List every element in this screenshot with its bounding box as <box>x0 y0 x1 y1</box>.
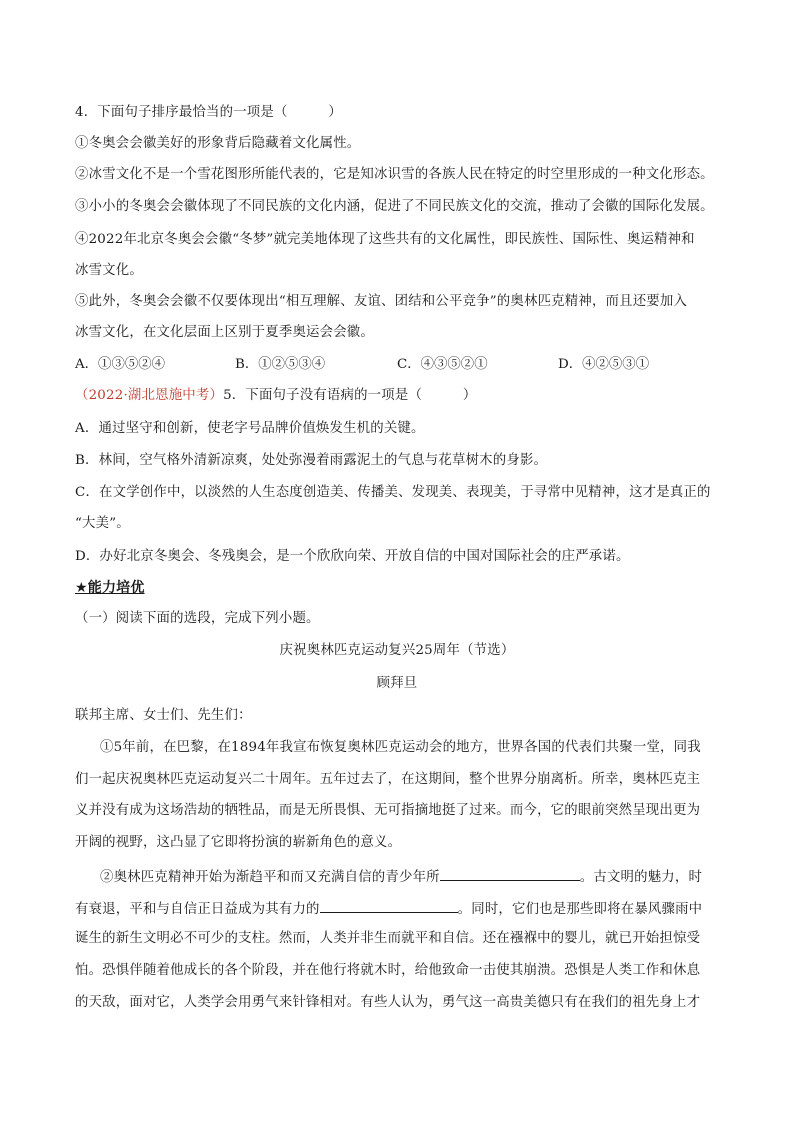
q5-option-d: D．办好北京冬奥会、冬残奥会，是一个欣欣向荣、开放自信的中国对国际社会的庄严承诺。 <box>75 549 630 564</box>
paragraph-1-line3: 义并没有成为这场浩劫的牺牲品，而是无所畏惧、无可指摘地挺了过来。而今，它的眼前突然呈现出更为 <box>75 803 701 818</box>
q4-stem: 4．下面句子排序最恰当的一项是（ ） <box>75 105 342 120</box>
q4-option-a: A．①③⑤②④ <box>75 357 166 372</box>
q4-sentence-5-line1: ⑤此外，冬奥会会徽不仅要体现出“相互理解、友谊、团结和公平竞争”的奥林匹克精神，而且还要加入 <box>75 294 688 309</box>
answer-blank-1[interactable] <box>440 866 580 881</box>
paragraph-2-line1-text-b: 。古文明的魅力，时 <box>579 870 703 885</box>
paragraph-2-line1 <box>100 866 702 888</box>
q5-stem: 5．下面句子没有语病的一项是（ ） <box>223 388 477 403</box>
q4-option-d: D．④②⑤③① <box>558 357 650 372</box>
section-heading: ★能力培优 <box>75 580 145 596</box>
paragraph-2-line2-text-b: 。同时，它们也是那些即将在暴风骤雨中 <box>457 902 703 917</box>
paragraph-1-line2: 们一起庆祝奥林匹克运动复兴二十周年。五年过去了，在这期间，整个世界分崩离析。所幸，奥林匹克主 <box>75 772 701 787</box>
q4-sentence-4-line1: ④2022年北京冬奥会会徽“冬梦”就完美地体现了这些共有的文化属性，即民族性、国际性、奥运精神和 <box>75 232 695 247</box>
q4-sentence-2: ②冰雪文化不是一个雪花图形所能代表的，它是知冰识雪的各族人民在特定的时空里形成的一种文化形态。 <box>75 167 714 182</box>
q4-sentence-1: ①冬奥会会徽美好的形象背后隐藏着文化属性。 <box>75 136 361 151</box>
section-intro: （一）阅读下面的选段，完成下列小题。 <box>75 611 320 626</box>
q5-option-c-line2: “大美”。 <box>75 516 130 531</box>
paragraph-1-line4: 开阔的视野，这凸显了它即将扮演的崭新角色的意义。 <box>75 835 402 850</box>
q5-stem-line <box>75 386 476 406</box>
article-salutation: 联邦主席、女士们、先生们： <box>75 708 252 723</box>
article-title: 庆祝奥林匹克运动复兴25周年（节选） <box>279 643 515 658</box>
q4-sentence-4-line2: 冰雪文化。 <box>75 263 143 278</box>
q5-option-c-line1: C．在文学创作中，以淡然的人生态度创造美、传播美、发现美、表现美，于寻常中见精神，这才是真正的 <box>75 485 711 500</box>
paragraph-2-line2 <box>75 898 702 920</box>
q4-option-b: B．①②⑤③④ <box>235 357 326 372</box>
paragraph-2-line2-text-a: 有衰退，平和与自信正日益成为其有力的 <box>75 902 320 917</box>
article-author: 顾拜旦 <box>376 676 418 691</box>
q5-option-a: A．通过坚守和创新，使老字号品牌价值焕发生机的关键。 <box>75 421 425 436</box>
q5-option-b: B．林间，空气格外清新凉爽，处处弥漫着雨露泥土的气息与花草树木的身影。 <box>75 453 548 468</box>
q5-source-label: （2022·湖北恩施中考） <box>75 388 224 403</box>
q4-option-c: C．④③⑤②① <box>397 357 488 372</box>
paragraph-2-line1-text-a: ②奥林匹克精神开始为渐趋平和而又充满自信的青少年所 <box>100 870 440 885</box>
paragraph-1-line1: ①5年前，在巴黎，在1894年我宣布恢复奥林匹克运动会的地方，世界各国的代表们共聚一堂，同我 <box>100 740 701 755</box>
answer-blank-2[interactable] <box>320 898 458 913</box>
paragraph-2-line3: 诞生的新生文明必不可少的支柱。然而，人类并非生而就平和自信。还在襁褓中的婴儿，就已开始担惊受 <box>75 931 701 946</box>
paragraph-2-line4: 怕。恐惧伴随着他成长的各个阶段，并在他行将就木时，给他致命一击使其崩溃。恐惧是人类工作和休息 <box>75 963 701 978</box>
q4-sentence-3: ③小小的冬奥会会徽体现了不同民族的文化内涵，促进了不同民族文化的交流，推动了会徽的国际化发展。 <box>75 199 714 214</box>
q4-sentence-5-line2: 冰雪文化，在文化层面上区别于夏季奥运会会徽。 <box>75 325 374 340</box>
paragraph-2-line5: 的天敌，面对它，人类学会用勇气来针锋相对。有些人认为，勇气这一高贵美德只有在我们的祖先身上才 <box>75 995 701 1010</box>
